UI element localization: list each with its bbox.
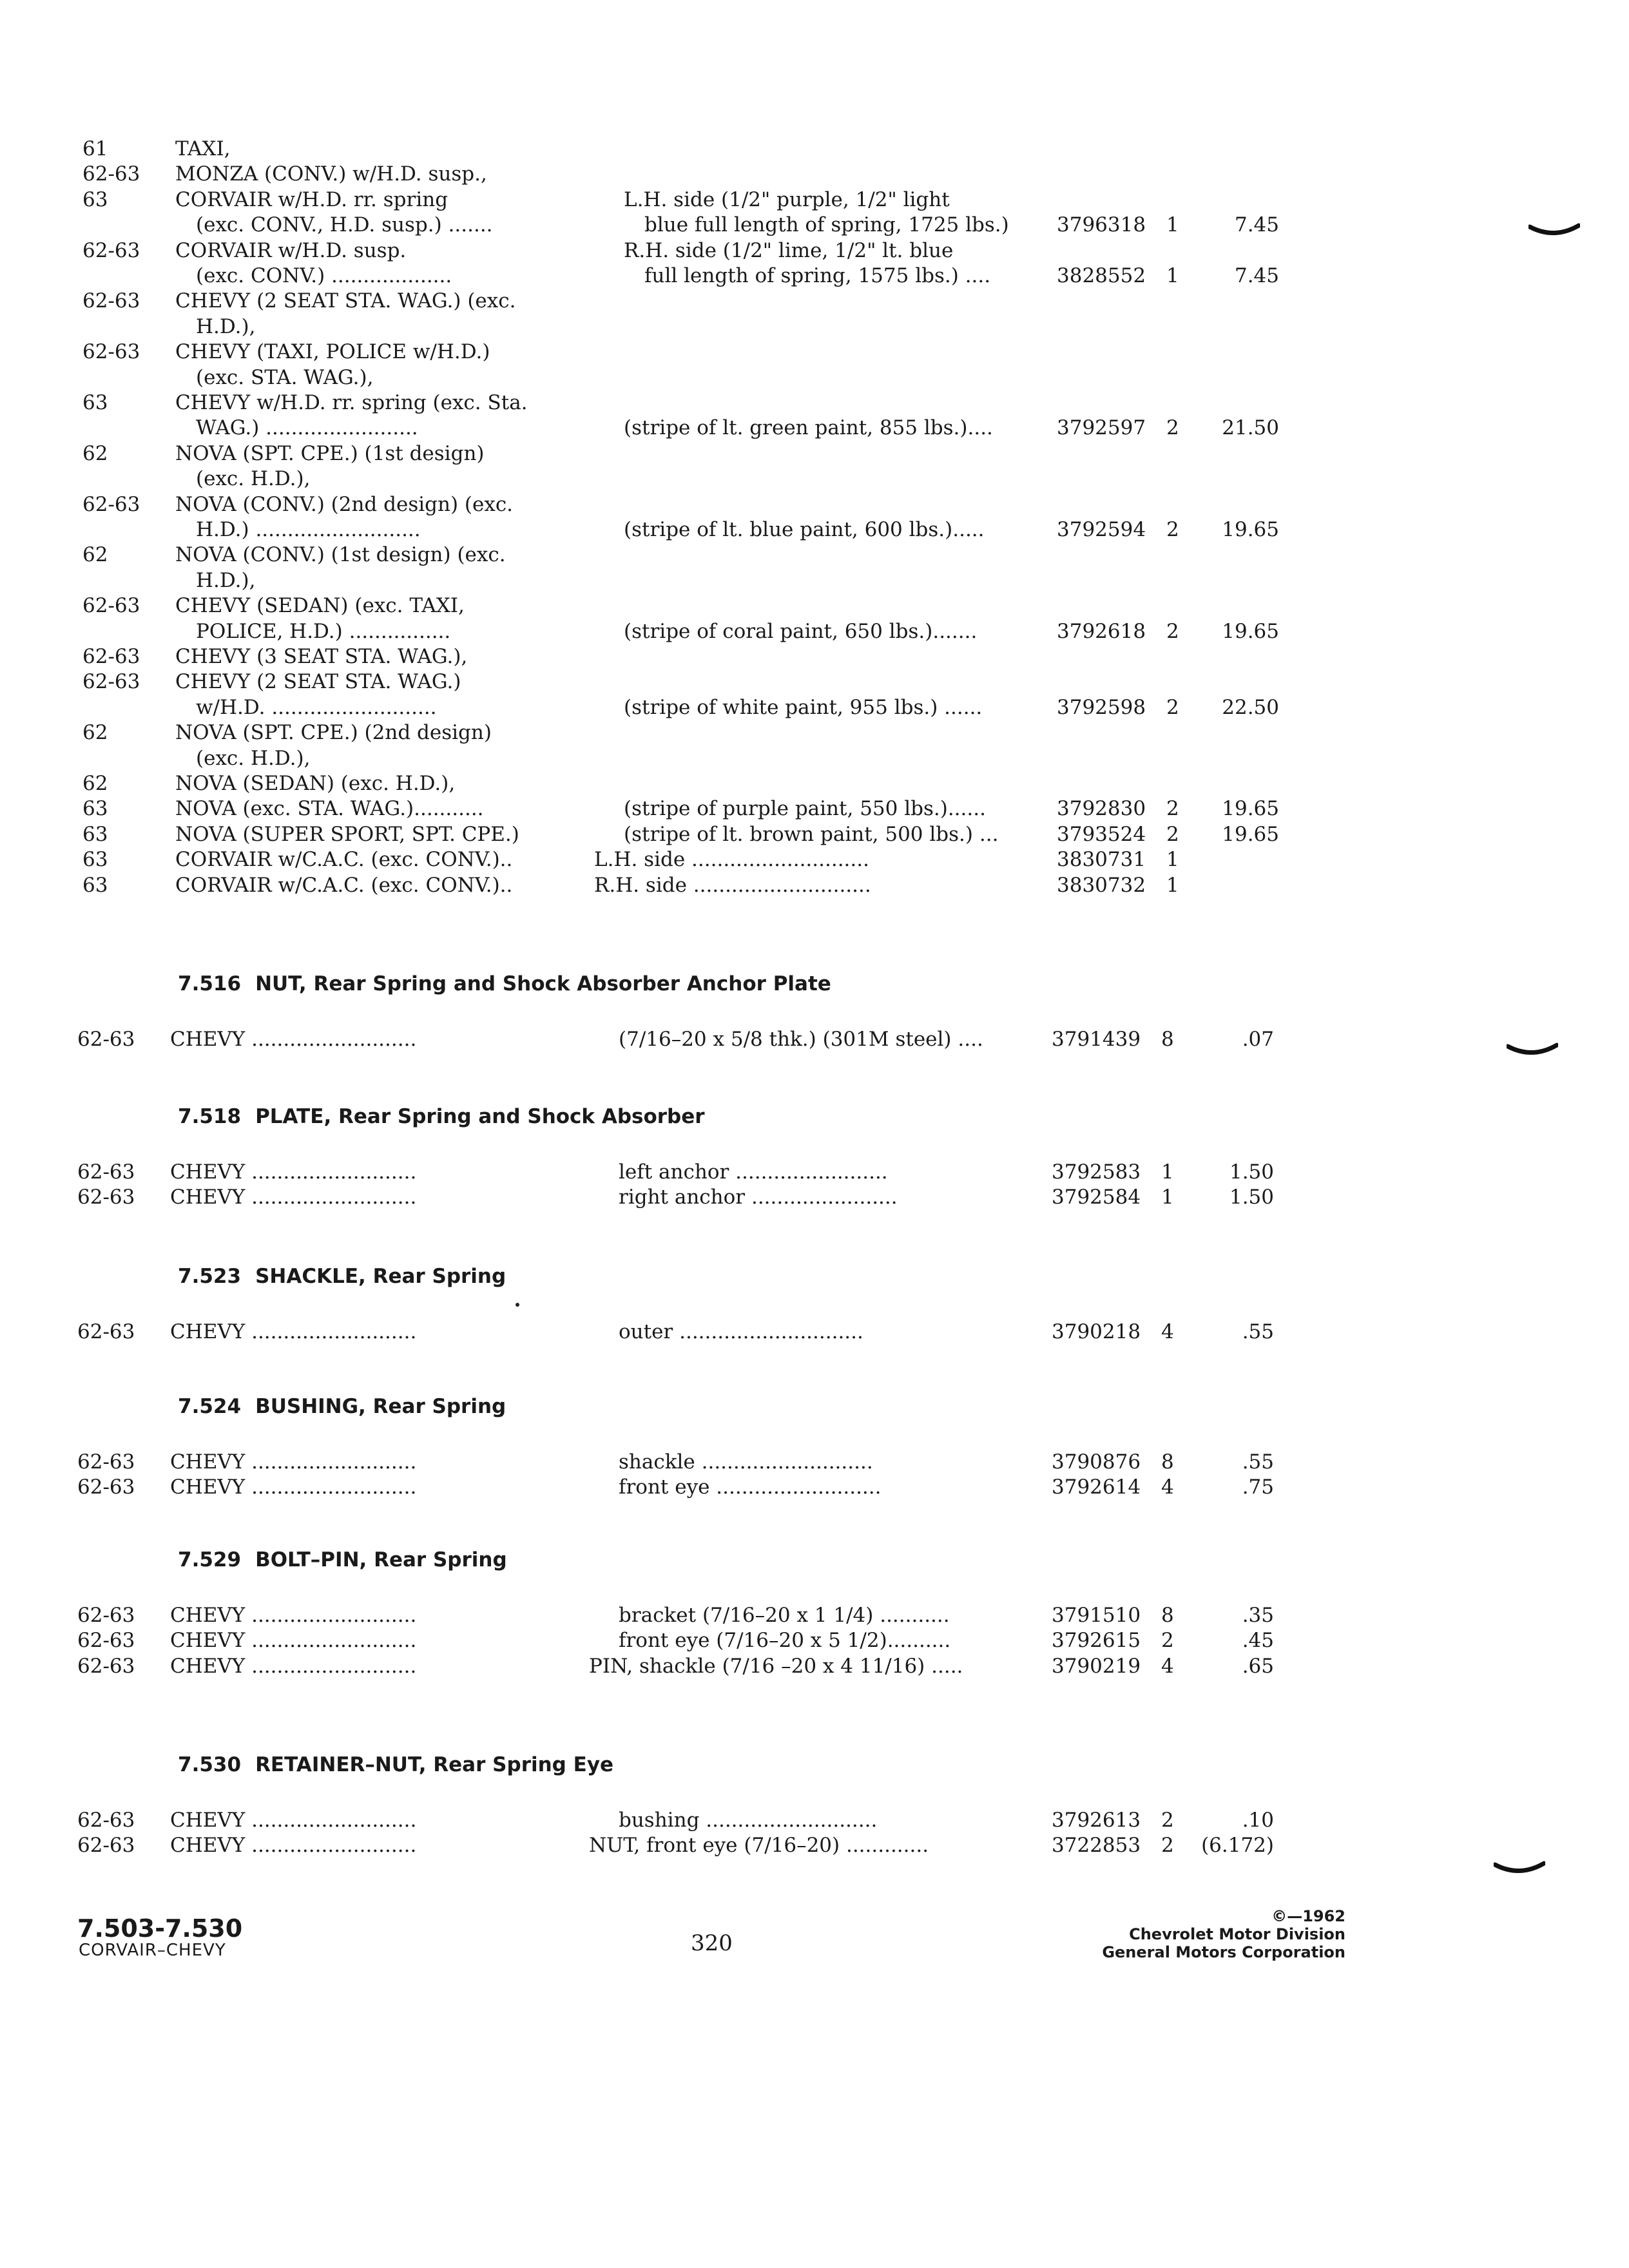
part-description: (stripe of lt. blue paint, 600 lbs.)..... [624,518,985,541]
part-number: 3792597 [1057,416,1146,440]
model-year: 63 [82,797,108,821]
section-title: SHACKLE, Rear Spring [255,1265,506,1288]
part-number: 3796318 [1057,213,1146,237]
section-heading [178,1104,705,1129]
vehicle-model: NOVA (SUPER SPORT, SPT. CPE.) [175,822,519,846]
vehicle-model: CHEVY .......................... [170,1320,417,1343]
part-description: bracket (7/16–20 x 1 1/4) ........... [619,1604,950,1627]
section-title: NUT, Rear Spring and Shock Absorber Anchor Plate [255,972,831,995]
vehicle-model: NOVA (SEDAN) (exc. H.D.), [175,772,456,795]
model-year: 63 [82,848,108,872]
part-number: 3791439 [1052,1028,1141,1051]
vehicle-model: TAXI, [175,137,231,160]
part-description: (stripe of coral paint, 650 lbs.)....... [624,619,978,643]
model-year: 63 [82,822,108,846]
vehicle-model: (exc. CONV.) ................... [196,264,452,287]
binder-mark-3 [1494,1860,1545,1879]
vehicle-model: (exc. CONV., H.D. susp.) ....... [196,213,493,237]
section-number: 7.524 [178,1395,242,1418]
part-number: 3830731 [1057,848,1146,872]
vehicle-model: CHEVY (2 SEAT STA. WAG.) (exc. [175,289,516,313]
part-description: (stripe of lt. green paint, 855 lbs.).... [624,416,993,440]
list-price: .10 [1242,1809,1274,1832]
quantity: 2 [1161,1834,1174,1858]
vehicle-model: CHEVY .......................... [170,1629,417,1653]
section-title: PLATE, Rear Spring and Shock Absorber [255,1105,705,1128]
list-price: .75 [1242,1475,1274,1499]
vehicle-model: NOVA (CONV.) (2nd design) (exc. [175,492,514,516]
model-year: 62 [82,772,108,795]
quantity: 2 [1161,1629,1174,1653]
model-year: 62-63 [77,1320,135,1343]
binder-mark-2 [1507,1041,1558,1061]
part-description: L.H. side ............................ [594,848,869,872]
part-description: bushing ........................... [619,1809,878,1832]
part-number: 3792594 [1057,518,1146,541]
list-price: .07 [1242,1028,1274,1051]
section-title: RETAINER–NUT, Rear Spring Eye [255,1753,614,1776]
model-year: 62-63 [82,645,140,668]
part-description: front eye .......................... [619,1475,882,1499]
list-price: .55 [1242,1320,1274,1343]
part-description: blue full length of spring, 1725 lbs.) [644,213,1009,237]
model-year: 62-63 [82,492,140,516]
vehicle-model: NOVA (SPT. CPE.) (1st design) [175,441,485,465]
section-title: BOLT–PIN, Rear Spring [255,1548,507,1571]
model-year: 62-63 [82,670,140,694]
model-year: 62-63 [77,1604,135,1627]
part-number: 3792830 [1057,797,1146,821]
vehicle-model: (exc. STA. WAG.), [196,365,374,389]
part-description: (stripe of lt. brown paint, 500 lbs.) ... [624,822,999,846]
model-year: 62-63 [77,1028,135,1051]
list-price: 7.45 [1234,264,1279,287]
section-heading [178,1548,507,1572]
vehicle-model: CORVAIR w/C.A.C. (exc. CONV.).. [175,873,513,897]
part-description: front eye (7/16–20 x 5 1/2).......... [619,1629,951,1653]
model-year: 61 [82,137,108,160]
vehicle-model: CHEVY .......................... [170,1604,417,1627]
part-description: PIN, shackle (7/16 –20 x 4 11/16) ..... [589,1654,963,1678]
vehicle-model: (exc. H.D.), [196,467,311,491]
model-year: 62-63 [77,1654,135,1678]
list-price: .45 [1242,1629,1274,1653]
section-number: 7.529 [178,1548,242,1571]
list-price: 1.50 [1229,1160,1274,1184]
list-price: 19.65 [1222,797,1279,821]
model-year: 62-63 [77,1475,135,1499]
model-year: 62 [82,543,108,567]
model-year: 62 [82,441,108,465]
part-number: 3722853 [1052,1834,1141,1858]
quantity: 1 [1166,264,1179,287]
part-number: 3791510 [1052,1604,1141,1627]
model-year: 62 [82,721,108,745]
part-description: full length of spring, 1575 lbs.) .... [644,264,991,287]
part-number: 3792583 [1052,1160,1141,1184]
part-number: 3792598 [1057,695,1146,719]
quantity: 2 [1166,822,1179,846]
division-line: Chevrolet Motor Division [1129,1925,1345,1943]
vehicle-model: H.D.), [196,568,256,592]
part-number: 3792614 [1052,1475,1141,1499]
binder-mark-1 [1528,222,1580,241]
footer-subtitle: CORVAIR–CHEVY [79,1941,226,1960]
part-description: (stripe of white paint, 955 lbs.) ...... [624,695,983,719]
list-price: .65 [1242,1654,1274,1678]
model-year: 62-63 [82,340,140,364]
list-price: 1.50 [1229,1186,1274,1209]
quantity: 2 [1166,619,1179,643]
quantity: 2 [1166,416,1179,440]
part-description: (7/16–20 x 5/8 thk.) (301M steel) .... [619,1028,983,1051]
model-year: 62-63 [77,1160,135,1184]
part-description: R.H. side (1/2" lime, 1/2" lt. blue [624,238,954,262]
vehicle-model: POLICE, H.D.) ................ [196,619,451,643]
list-price: .35 [1242,1604,1274,1627]
quantity: 2 [1166,695,1179,719]
vehicle-model: CHEVY .......................... [170,1654,417,1678]
vehicle-model: WAG.) ........................ [196,416,418,440]
section-number: 7.516 [178,972,242,995]
vehicle-model: (exc. H.D.), [196,746,311,770]
vehicle-model: CHEVY .......................... [170,1160,417,1184]
model-year: 62-63 [82,289,140,313]
quantity: 1 [1161,1160,1174,1184]
quantity: 4 [1161,1475,1174,1499]
part-description: (stripe of purple paint, 550 lbs.)...... [624,797,986,821]
section-heading [178,1264,506,1289]
list-price: 22.50 [1222,695,1279,719]
part-number: 3792584 [1052,1186,1141,1209]
vehicle-model: CHEVY .......................... [170,1450,417,1474]
vehicle-model: CORVAIR w/C.A.C. (exc. CONV.).. [175,848,513,872]
quantity: 1 [1161,1186,1174,1209]
vehicle-model: NOVA (SPT. CPE.) (2nd design) [175,721,492,745]
copyright-line: ©—1962 [1271,1907,1345,1925]
model-year: 62-63 [77,1186,135,1209]
vehicle-model: CHEVY (TAXI, POLICE w/H.D.) [175,340,490,364]
part-number: 3790218 [1052,1320,1141,1343]
vehicle-model: CHEVY .......................... [170,1028,417,1051]
part-number: 3790219 [1052,1654,1141,1678]
vehicle-model: CHEVY (SEDAN) (exc. TAXI, [175,594,465,618]
part-description: NUT, front eye (7/16–20) ............. [589,1834,929,1858]
quantity: 8 [1161,1604,1174,1627]
quantity: 1 [1166,213,1179,237]
quantity: 2 [1166,797,1179,821]
vehicle-model: CHEVY .......................... [170,1186,417,1209]
section-heading [178,1394,506,1419]
vehicle-model: CORVAIR w/H.D. susp. [175,238,407,262]
section-number: 7.518 [178,1105,242,1128]
vehicle-model: CORVAIR w/H.D. rr. spring [175,187,448,211]
section-heading [178,972,831,996]
part-number: 3793524 [1057,822,1146,846]
vehicle-model: NOVA (exc. STA. WAG.)........... [175,797,484,821]
footer-group-code: 7.503-7.530 [77,1914,243,1943]
quantity: 4 [1161,1654,1174,1678]
list-price: 19.65 [1222,518,1279,541]
vehicle-model: CHEVY .......................... [170,1809,417,1832]
vehicle-model: CHEVY w/H.D. rr. spring (exc. Sta. [175,391,528,414]
list-price: (6.172) [1201,1834,1274,1858]
vehicle-model: CHEVY (3 SEAT STA. WAG.), [175,645,468,668]
model-year: 62-63 [77,1629,135,1653]
footer-publisher [1102,1907,1345,1961]
vehicle-model: w/H.D. .......................... [196,695,437,719]
section-number: 7.523 [178,1265,242,1288]
model-year: 62-63 [77,1809,135,1832]
list-price: 19.65 [1222,822,1279,846]
vehicle-model: CHEVY (2 SEAT STA. WAG.) [175,670,461,694]
quantity: 4 [1161,1320,1174,1343]
part-number: 3790876 [1052,1450,1141,1474]
model-year: 63 [82,391,108,414]
vehicle-model: NOVA (CONV.) (1st design) (exc. [175,543,506,567]
list-price: 7.45 [1234,213,1279,237]
quantity: 1 [1166,848,1179,872]
model-year: 63 [82,187,108,211]
vehicle-model: MONZA (CONV.) w/H.D. susp., [175,162,487,186]
part-description: L.H. side (1/2" purple, 1/2" light [624,187,950,211]
list-price: 19.65 [1222,619,1279,643]
part-number: 3792615 [1052,1629,1141,1653]
part-description: outer ............................. [619,1320,863,1343]
part-number: 3792618 [1057,619,1146,643]
section-number: 7.530 [178,1753,242,1776]
model-year: 62-63 [77,1834,135,1858]
part-description: left anchor ........................ [619,1160,888,1184]
list-price: 21.50 [1222,416,1279,440]
quantity: 8 [1161,1028,1174,1051]
part-number: 3828552 [1057,264,1146,287]
vehicle-model: H.D.), [196,314,256,338]
part-description: shackle ........................... [619,1450,873,1474]
vehicle-model: CHEVY .......................... [170,1834,417,1858]
section-heading [178,1753,613,1777]
list-price: .55 [1242,1450,1274,1474]
model-year: 62-63 [82,238,140,262]
part-number: 3792613 [1052,1809,1141,1832]
corporation-line: General Motors Corporation [1102,1943,1345,1961]
quantity: 1 [1166,873,1179,897]
part-number: 3830732 [1057,873,1146,897]
vehicle-model: CHEVY .......................... [170,1475,417,1499]
print-speck [516,1303,519,1307]
model-year: 62-63 [82,594,140,618]
model-year: 62-63 [82,162,140,186]
quantity: 2 [1166,518,1179,541]
section-title: BUSHING, Rear Spring [255,1395,506,1418]
part-description: right anchor ....................... [619,1186,898,1209]
quantity: 8 [1161,1450,1174,1474]
model-year: 63 [82,873,108,897]
quantity: 2 [1161,1809,1174,1832]
vehicle-model: H.D.) .......................... [196,518,421,541]
part-description: R.H. side ............................ [594,873,871,897]
model-year: 62-63 [77,1450,135,1474]
page-number: 320 [691,1930,733,1956]
